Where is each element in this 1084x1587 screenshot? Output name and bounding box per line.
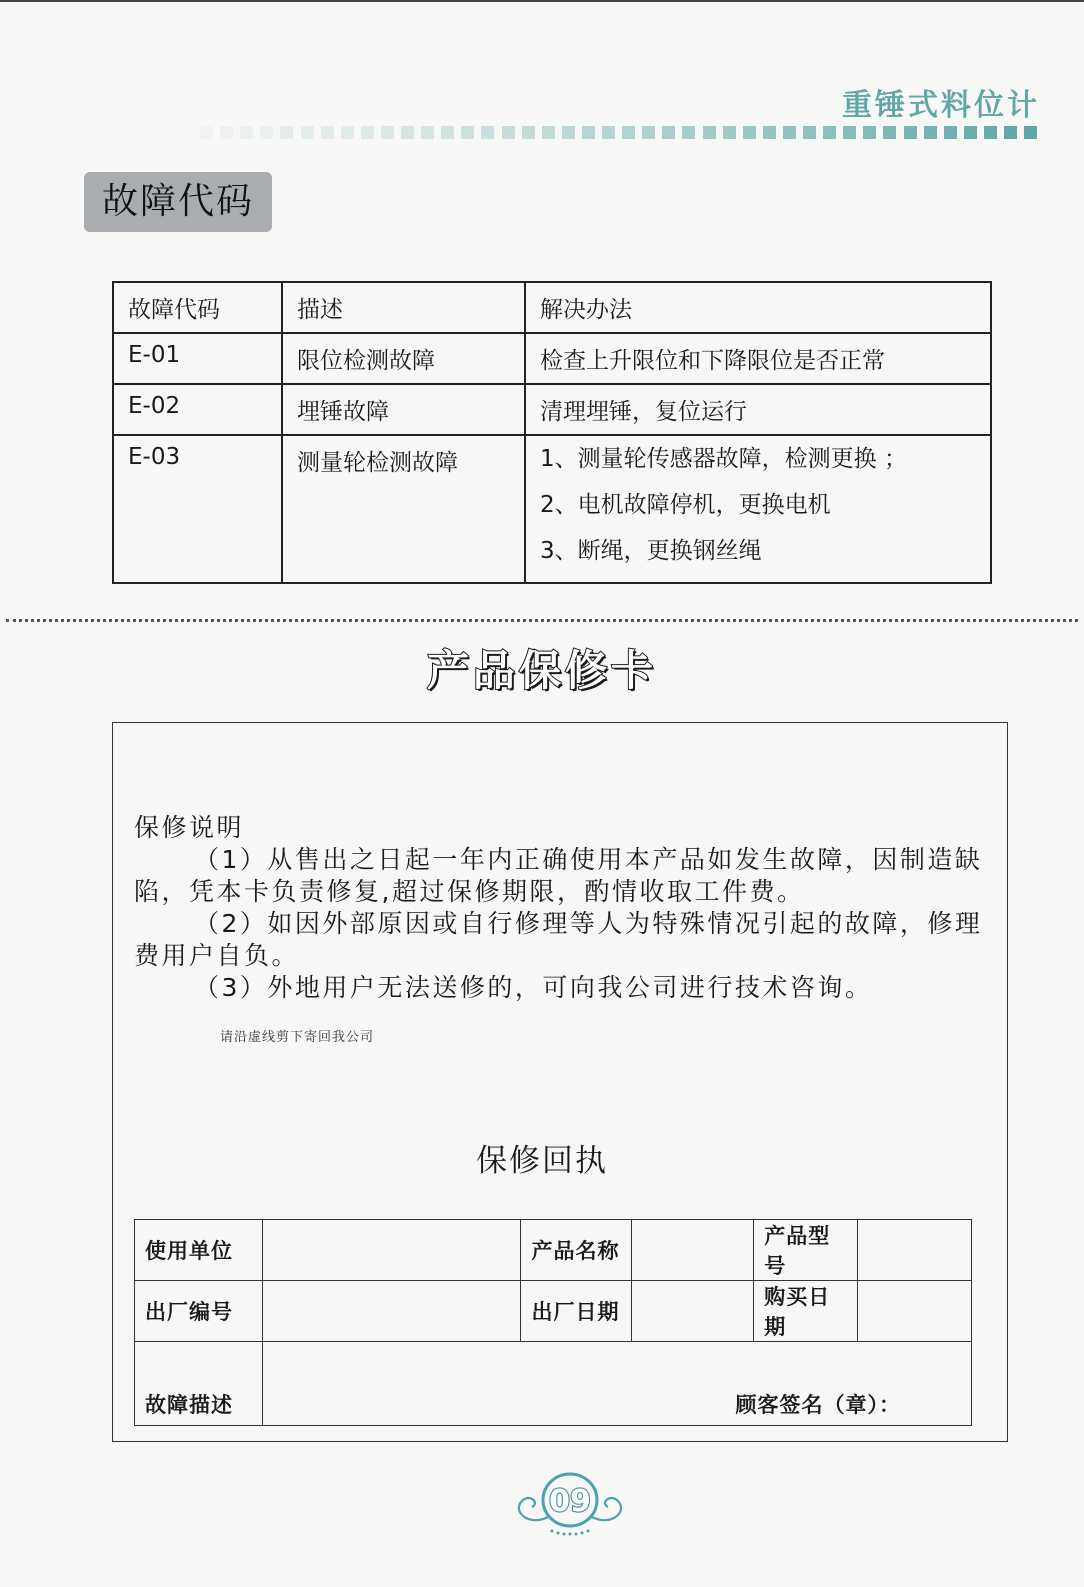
decorative-square	[220, 126, 233, 139]
page-number: 09	[549, 1484, 591, 1519]
fault-solution-cell	[525, 435, 991, 583]
decorative-square	[240, 126, 253, 139]
decorative-square	[421, 126, 434, 139]
fault-desc-label: 故障描述	[135, 1342, 263, 1426]
solution-line: 1、测量轮传感器故障，检测更换 ；	[540, 446, 907, 472]
factory-no-label: 出厂编号	[135, 1281, 263, 1342]
decorative-square	[723, 126, 736, 139]
receipt-row	[135, 1281, 972, 1342]
decorative-square	[964, 126, 977, 139]
product-model-label: 产品型号	[754, 1220, 858, 1281]
column-header-code: 故障代码	[113, 282, 282, 333]
decorative-square	[944, 126, 957, 139]
page-number-badge	[508, 1467, 632, 1537]
decorative-square	[803, 126, 816, 139]
warranty-notes	[134, 812, 984, 1004]
warranty-card-title: 产品保修卡	[426, 646, 657, 695]
solution-line: 2、电机故障停机，更换电机	[540, 492, 831, 518]
table-row	[113, 435, 991, 583]
decorative-square	[321, 126, 334, 139]
brand-title: 重锤式料位计	[842, 88, 1040, 123]
decorative-square	[562, 126, 575, 139]
decorative-square	[984, 126, 997, 139]
decorative-square	[401, 126, 414, 139]
customer-signature-label: 顾客签名（章）：	[735, 1393, 901, 1417]
decorative-square	[662, 126, 675, 139]
table-row	[113, 333, 991, 384]
fault-code-cell: E-02	[113, 384, 282, 435]
decorative-square	[542, 126, 555, 139]
fault-code-cell: E-03	[113, 435, 282, 583]
fault-code-cell: E-01	[113, 333, 282, 384]
receipt-title: 保修回执	[476, 1143, 608, 1179]
decorative-square	[642, 126, 655, 139]
decorative-square	[461, 126, 474, 139]
product-name-label: 产品名称	[521, 1220, 632, 1281]
note-item: （2）如因外部原因或自行修理等人为特殊情况引起的故障，修理费用户自负。	[134, 909, 983, 970]
decorative-square	[682, 126, 695, 139]
top-border-rule	[0, 0, 1084, 2]
factory-no-field[interactable]	[262, 1281, 521, 1342]
factory-date-field[interactable]	[632, 1281, 754, 1342]
decorative-square	[823, 126, 836, 139]
use-unit-label: 使用单位	[135, 1220, 263, 1281]
fault-code-table	[112, 281, 992, 584]
decorative-square	[602, 126, 615, 139]
decorative-square	[622, 126, 635, 139]
decorative-square	[522, 126, 535, 139]
purchase-date-label: 购买日期	[754, 1281, 858, 1342]
fault-desc-cell: 埋锤故障	[282, 384, 525, 435]
decorative-square	[200, 126, 213, 139]
table-header-row	[113, 282, 991, 333]
decorative-square	[863, 126, 876, 139]
decorative-square	[763, 126, 776, 139]
column-header-solution: 解决办法	[525, 282, 991, 333]
receipt-row	[135, 1220, 972, 1281]
decorative-square	[381, 126, 394, 139]
section-tab-fault-codes: 故障代码	[84, 172, 272, 232]
decorative-square	[843, 126, 856, 139]
use-unit-field[interactable]	[262, 1220, 521, 1281]
decorative-square	[743, 126, 756, 139]
warranty-receipt-form	[134, 1219, 972, 1426]
solution-line: 3、断绳，更换钢丝绳	[540, 538, 762, 564]
decorative-square	[904, 126, 917, 139]
product-model-field[interactable]	[858, 1220, 972, 1281]
decorative-square	[441, 126, 454, 139]
decorative-square	[1024, 126, 1037, 139]
fault-desc-field[interactable]	[262, 1342, 971, 1426]
decorative-square	[280, 126, 293, 139]
decorative-square	[341, 126, 354, 139]
cut-instruction: 请沿虚线剪下寄回我公司	[220, 1030, 375, 1045]
cut-dotted-line	[6, 619, 1078, 622]
fault-desc-cell: 限位检测故障	[282, 333, 525, 384]
decorative-square	[361, 126, 374, 139]
table-row	[113, 384, 991, 435]
purchase-date-field[interactable]	[858, 1281, 972, 1342]
decorative-square	[883, 126, 896, 139]
note-item: （3）外地用户无法送修的，可向我公司进行技术咨询。	[194, 973, 873, 1002]
fault-solution-cell: 检查上升限位和下降限位是否正常	[525, 333, 991, 384]
product-name-field[interactable]	[632, 1220, 754, 1281]
decorative-square	[924, 126, 937, 139]
decorative-square	[582, 126, 595, 139]
decorative-square	[301, 126, 314, 139]
decorative-square	[1004, 126, 1017, 139]
decorative-square	[260, 126, 273, 139]
decorative-square	[783, 126, 796, 139]
decorative-square	[703, 126, 716, 139]
decorative-square	[502, 126, 515, 139]
receipt-row	[135, 1342, 972, 1426]
decorative-square-strip	[200, 126, 1046, 140]
decorative-square	[481, 126, 494, 139]
fault-solution-cell: 清理埋锤，复位运行	[525, 384, 991, 435]
factory-date-label: 出厂日期	[521, 1281, 632, 1342]
notes-heading: 保修说明	[134, 813, 245, 842]
column-header-desc: 描述	[282, 282, 525, 333]
note-item: （1）从售出之日起一年内正确使用本产品如发生故障，因制造缺陷，凭本卡负责修复,超过保修期限，酌情收取工件费。	[134, 845, 983, 906]
fault-desc-cell: 测量轮检测故障	[282, 435, 525, 583]
